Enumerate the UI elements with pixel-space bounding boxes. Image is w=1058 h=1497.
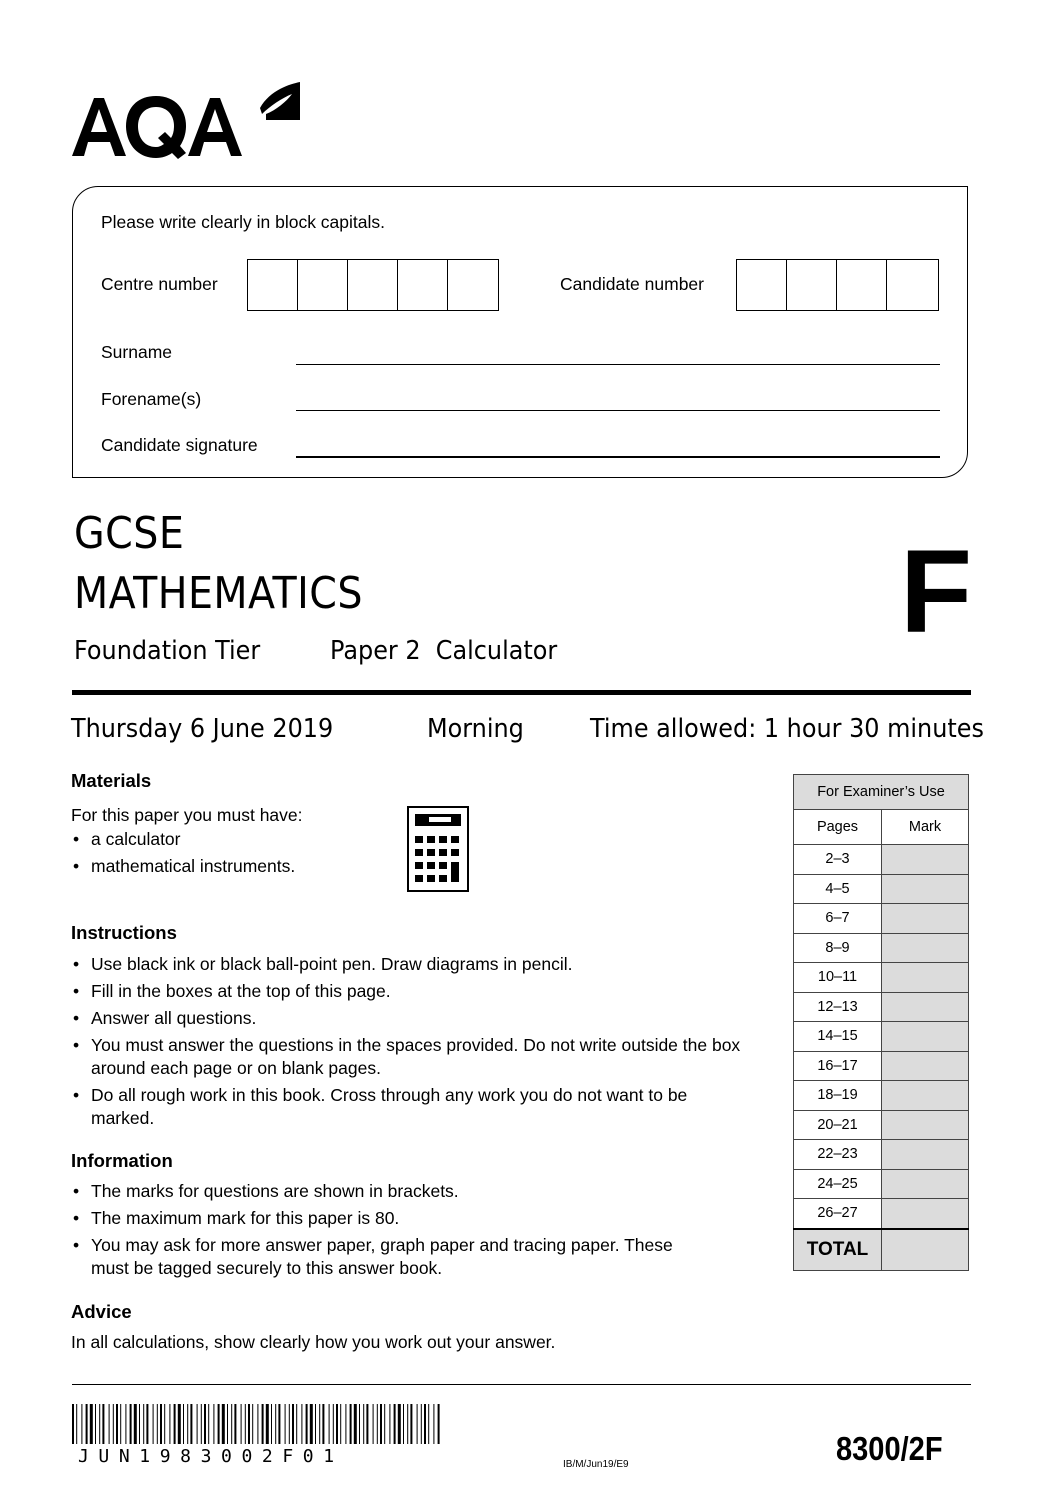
tier-label: Foundation Tier (74, 636, 261, 666)
mark-cell (882, 1081, 969, 1111)
centre-number-cell[interactable] (448, 260, 498, 310)
materials-intro: For this paper you must have: (71, 805, 303, 825)
mark-cell (882, 992, 969, 1022)
pages-cell: 10–11 (794, 963, 882, 993)
mark-cell (882, 963, 969, 993)
pages-cell: 6–7 (794, 904, 882, 934)
paper-label: Paper 2 Calculator (330, 636, 558, 666)
barcode-text: JUN1983002F01 (78, 1446, 344, 1467)
mark-cell (882, 1051, 969, 1081)
candidate-number-cell[interactable] (787, 260, 837, 310)
pages-cell: 20–21 (794, 1110, 882, 1140)
list-item: • Use black ink or black ball-point pen. Draw diagrams in pencil. (71, 953, 741, 976)
pages-cell: 4–5 (794, 874, 882, 904)
centre-number-cell[interactable] (348, 260, 398, 310)
total-label: TOTAL (794, 1229, 882, 1271)
information-heading: Information (71, 1150, 173, 1171)
pages-cell: 12–13 (794, 992, 882, 1022)
total-mark-cell (882, 1229, 969, 1271)
centre-number-cell[interactable] (248, 260, 298, 310)
advice-text: In all calculations, show clearly how you work out your answer. (71, 1332, 556, 1352)
exam-date: Thursday 6 June 2019 (71, 714, 334, 744)
mark-cell (882, 845, 969, 875)
list-item: • The maximum mark for this paper is 80. (71, 1207, 711, 1230)
surname-field[interactable] (296, 364, 940, 365)
pages-cell: 26–27 (794, 1199, 882, 1229)
list-item: • You must answer the questions in the spaces provided. Do not write outside the box around each page or on blank pages. (71, 1034, 741, 1080)
mark-cell (882, 1110, 969, 1140)
centre-number-cell[interactable] (298, 260, 348, 310)
title-divider (72, 690, 971, 695)
list-item: • The marks for questions are shown in brackets. (71, 1180, 711, 1203)
mark-cell (882, 1199, 969, 1229)
candidate-number-cell[interactable] (837, 260, 887, 310)
pages-cell: 16–17 (794, 1051, 882, 1081)
candidate-number-cell[interactable] (737, 260, 787, 310)
pages-cell: 24–25 (794, 1169, 882, 1199)
candidate-number-cell[interactable] (887, 260, 937, 310)
advice-heading: Advice (71, 1301, 132, 1322)
instructions-heading: Instructions (71, 922, 177, 943)
centre-number-cell[interactable] (398, 260, 448, 310)
examiner-use-table (793, 774, 969, 1271)
pages-cell: 2–3 (794, 845, 882, 875)
list-item: • a calculator (71, 828, 391, 851)
block-capitals-instruction: Please write clearly in block capitals. (101, 212, 386, 232)
pages-cell: 18–19 (794, 1081, 882, 1111)
mark-cell (882, 1169, 969, 1199)
exam-session: Morning (427, 714, 524, 744)
reference-code: IB/M/Jun19/E9 (563, 1459, 629, 1470)
mark-cell (882, 1140, 969, 1170)
qualification-title: GCSE (74, 508, 185, 559)
mark-cell (882, 904, 969, 934)
list-item: • Fill in the boxes at the top of this page. (71, 980, 741, 1003)
surname-label: Surname (101, 342, 173, 362)
mark-cell (882, 933, 969, 963)
materials-list (71, 828, 391, 878)
examiner-table-title: For Examiner’s Use (794, 775, 969, 810)
list-item: • Answer all questions. (71, 1007, 741, 1030)
centre-number-field[interactable] (247, 259, 499, 311)
forename-label: Forename(s) (101, 389, 202, 409)
calculator-icon (407, 806, 469, 897)
mark-column-header: Mark (882, 810, 969, 845)
pages-cell: 8–9 (794, 933, 882, 963)
time-allowed: Time allowed: 1 hour 30 minutes (590, 714, 984, 744)
list-item: • You may ask for more answer paper, graph paper and tracing paper. These must be tagged securely to this answer book. (71, 1234, 711, 1280)
barcode (72, 1404, 442, 1444)
instructions-list (71, 953, 741, 1130)
mark-cell (882, 1022, 969, 1052)
paper-code: 8300/2F (836, 1430, 943, 1467)
subject-title: MATHEMATICS (74, 568, 363, 619)
signature-field[interactable] (296, 456, 940, 458)
footer-divider (72, 1384, 971, 1385)
candidate-number-field[interactable] (736, 259, 939, 311)
pages-cell: 14–15 (794, 1022, 882, 1052)
signature-label: Candidate signature (101, 435, 258, 455)
mark-cell (882, 874, 969, 904)
pages-column-header: Pages (794, 810, 882, 845)
centre-number-label: Centre number (101, 274, 218, 294)
tier-letter: F (900, 526, 973, 658)
pages-cell: 22–23 (794, 1140, 882, 1170)
candidate-number-label: Candidate number (560, 274, 704, 294)
information-list (71, 1180, 711, 1280)
aqa-logo (70, 80, 310, 160)
materials-heading: Materials (71, 770, 152, 791)
list-item: • mathematical instruments. (71, 855, 391, 878)
forename-field[interactable] (296, 410, 940, 411)
list-item: • Do all rough work in this book. Cross through any work you do not want to be marked. (71, 1084, 741, 1130)
